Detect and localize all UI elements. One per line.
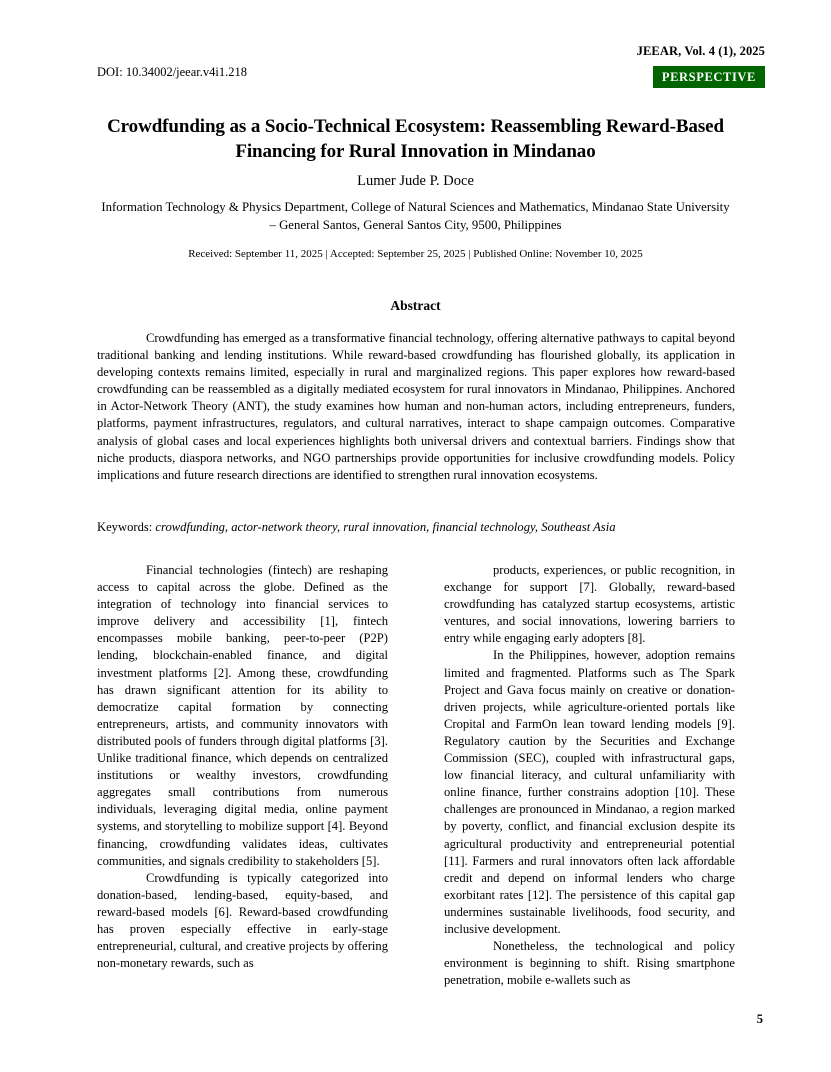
publication-dates: Received: September 11, 2025 | Accepted: September 25, 2025 | Published Online: November 10, 2025 <box>188 248 643 260</box>
article-type-badge: PERSPECTIVE <box>653 66 765 88</box>
paragraph: Crowdfunding is typically categorized into donation-based, lending-based, equity-based, and reward-based models [6]. Reward-based crowdfunding has proven especially effective in early-stage entrepreneurial, cultural, and creative projects by offering non-monetary rewards, such as <box>97 870 388 971</box>
journal-running-head: JEEAR, Vol. 4 (1), 2025 <box>636 44 765 58</box>
abstract-heading: Abstract <box>390 298 441 313</box>
abstract-body: Crowdfunding has emerged as a transformative financial technology, offering alternative pathways to capital beyond traditional banking and lending institutions. While reward-based crowdfunding has flourished globally, its application in developing contexts remains limited, especially in rural and marginalized regions. This paper explores how reward-based crowdfunding can be reassembled as a digitally mediated ecosystem for rural innovators in Mindanao, Philippines. Anchored in Actor-Network Theory (ANT), the study examines how human and non-human actors, including entrepreneurs, funders, platforms, payment infrastructures, regulators, and cultural narratives, interact to shape campaign outcomes. Comparative analysis of global cases and local experiences highlights both universal drivers and contextual barriers. Findings show that niche products, diaspora networks, and NGO partnerships provide opportunities for inclusive crowdfunding models. Policy implications and future research directions are identified to strengthen rural innovation ecosystems. <box>97 331 735 482</box>
author-name: Lumer Jude P. Doce <box>357 173 474 189</box>
paragraph: Financial technologies (fintech) are reshaping access to capital across the globe. Defined as the integration of technology into financial services to improve delivery and accessibility [1], fintech encompasses mobile banking, peer-to-peer (P2P) lending, blockchain-enabled finance, and digital investment platforms [2]. Among these, crowdfunding has drawn significant attention for its ability to democratize capital formation by connecting entrepreneurs, artists, and community innovators with distributed pools of funders through digital platforms [3]. Unlike traditional finance, which depends on centralized institutions or wealthy investors, crowdfunding aggregates small contributions from numerous individuals, leveraging digital media, online payment systems, and storytelling to mobilize support [4]. Beyond financing, crowdfunding validates ideas, cultivates communities, and signals credibility to stakeholders [5]. <box>97 563 388 868</box>
body-column-left <box>97 562 388 972</box>
keywords-line <box>97 519 735 536</box>
author-affiliation: Information Technology & Physics Department, College of Natural Sciences and Mathematics, Mindanao State University – General Santos, General Santos City, 9500, Philippines <box>101 200 730 232</box>
paragraph: products, experiences, or public recognition, in exchange for support [7]. Globally, reward-based crowdfunding has catalyzed startup ecosystems, artistic ventures, and social innovations, lowering barriers to entry while engaging early adopters [8]. <box>444 563 735 646</box>
keywords-list: crowdfunding, actor-network theory, rural innovation, financial technology, Southeast Asia <box>155 520 616 534</box>
body-columns <box>97 562 735 1002</box>
doi-line: DOI: 10.34002/jeear.v4i1.218 <box>97 65 247 79</box>
paragraph: Nonetheless, the technological and policy environment is beginning to shift. Rising smartphone penetration, mobile e-wallets such as <box>444 939 735 988</box>
paragraph: In the Philippines, however, adoption remains limited and fragmented. Platforms such as The Spark Project and Gava focus mainly on creative or donation-driven projects, while agriculture-oriented portals like Cropital and FarmOn lean toward lending models [9]. Regulatory caution by the Securities and Exchange Commission (SEC), coupled with infrastructural gaps, low financial literacy, and cultural unfamiliarity with online finance, further constrains adoption [10]. These challenges are pronounced in Mindanao, a region marked by poverty, conflict, and financial exclusion despite its agricultural productivity and entrepreneurial potential [11]. Farmers and rural innovators often lack affordable credit and depend on informal lenders who charge exorbitant rates [12]. The persistence of this capital gap undermines sustainable livelihoods, food security, and inclusive development. <box>444 648 735 936</box>
page-title: Crowdfunding as a Socio-Technical Ecosystem: Reassembling Reward-Based Financing for Rural Innovation in Mindanao <box>107 116 724 162</box>
keywords-label: Keywords: <box>97 520 153 534</box>
page-number: 5 <box>756 1012 763 1026</box>
body-column-right <box>444 562 735 989</box>
